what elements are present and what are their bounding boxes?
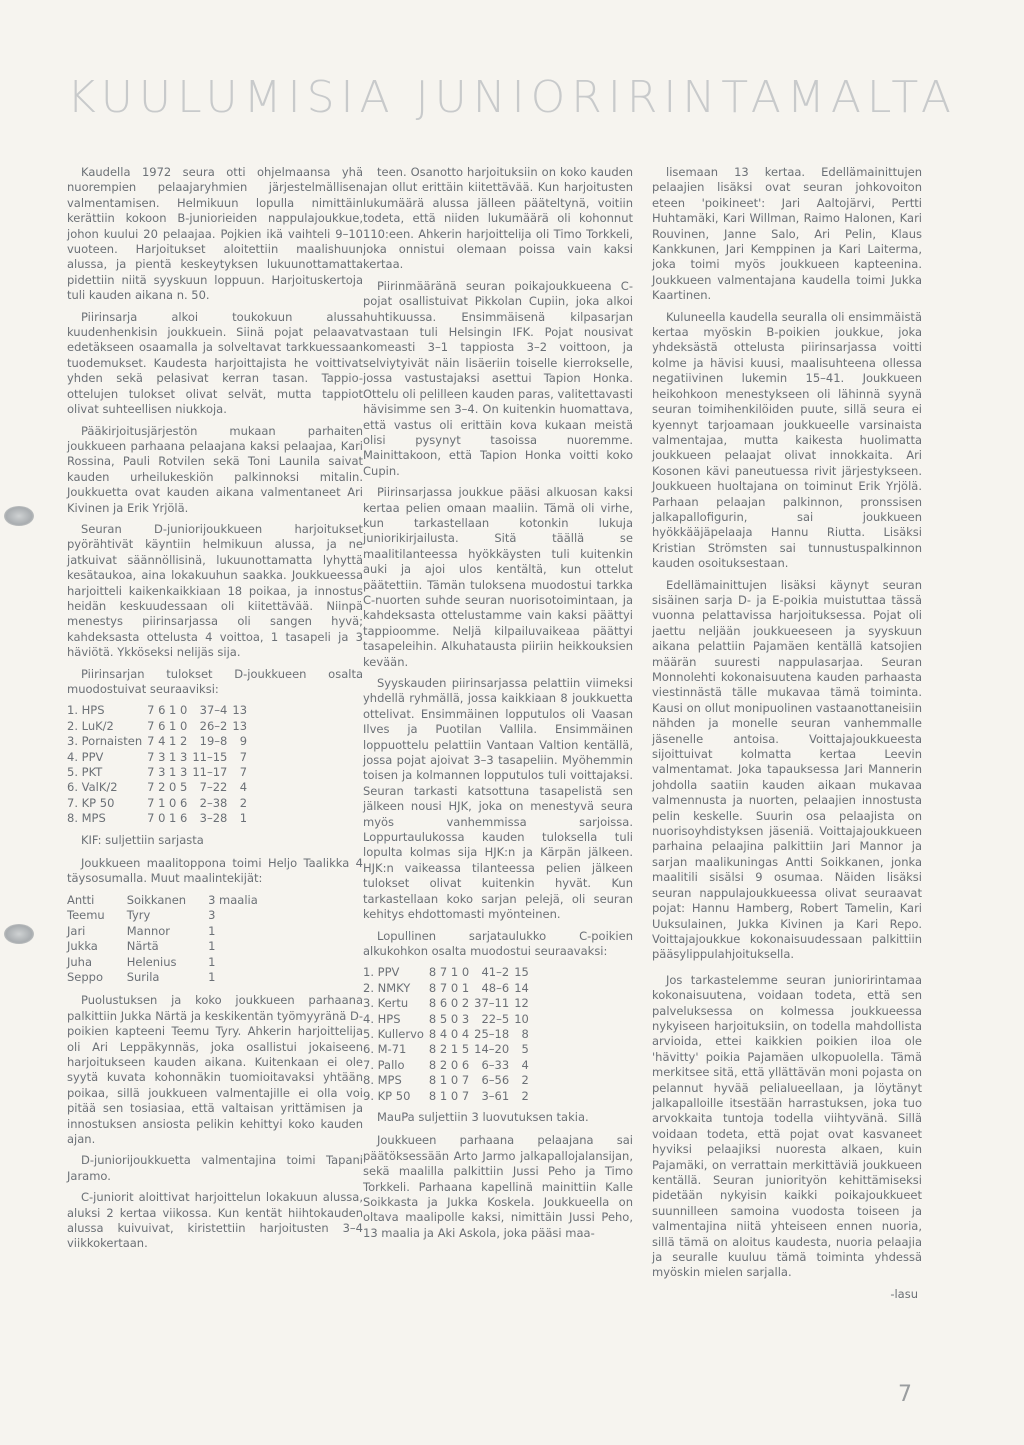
paragraph: Piirinsarjan tulokset D-joukkueen osalta muodostuivat seuraaviksi: xyxy=(67,666,363,696)
table-row: 8. MPS 8 1 0 7 6–56 2 xyxy=(363,1073,529,1088)
standings-table-c xyxy=(363,965,534,1104)
table-row: 4. PPV 7 3 1 3 11–15 7 xyxy=(67,749,248,764)
table-row: 7. Pallo 8 2 0 6 6–33 4 xyxy=(363,1057,529,1072)
table-row: 2. NMKY 8 7 0 1 48–6 14 xyxy=(363,980,529,995)
column-2 xyxy=(363,165,633,1247)
signature: -lasu xyxy=(890,1286,918,1301)
table-row: 8. MPS 7 0 1 6 3–28 1 xyxy=(67,811,248,826)
page-number: 7 xyxy=(898,1382,912,1407)
table-row: 9. KP 50 8 1 0 7 3–61 2 xyxy=(363,1088,529,1103)
paragraph: D-juniorijoukkuetta valmentajina toimi Tapani Jaramo. xyxy=(67,1153,363,1183)
binding-hole xyxy=(4,924,34,944)
table-row: Jukka Närtä 1 xyxy=(67,939,216,954)
paragraph: Joukkueen maalitoppona toimi Heljo Taalikka 4 täysosumalla. Muut maalintekijät: xyxy=(67,856,363,886)
table-row: Antti Soikkanen 3 maalia xyxy=(67,892,258,907)
table-row: 2. LuK/2 7 6 1 0 26–2 13 xyxy=(67,718,248,733)
table-row: Seppo Surila 1 xyxy=(67,969,216,984)
table-row: Juha Helenius 1 xyxy=(67,954,216,969)
paragraph: C-juniorit aloittivat harjoittelun lokakuun alussa, aluksi 2 kertaa viikossa. Kun kentät hiihtokauden alussa kuivuivat, kiristettiin harjoitusten 3–4 viikkokertaan. xyxy=(67,1190,363,1251)
column-1 xyxy=(67,165,363,1258)
table-row: 6. ValK/2 7 2 0 5 7–22 4 xyxy=(67,780,248,795)
table-row: 4. HPS 8 5 0 3 22–5 10 xyxy=(363,1011,529,1026)
paragraph: Puolustuksen ja koko joukkueen parhaana palkittiin Jukka Närtä ja keskikentän työmyyränä D-poikien kapteeni Teemu Tyry. Ahkerin harjoittelija oli Ari Leppäkynnäs, joka osallistui jokaiseen harjoitukseen kauden aikana. Kuitenkaan ei ole syytä kuvata kohonnäkin tuomioitavaksi yhtään poikaa, sillä joukkueen valmentajille ei olla voi pitää sen tosiasiaa, että valtaisan yrittämisen ja innostuksen ansiosta pelikin kehittyi koko kauden ajan. xyxy=(67,993,363,1146)
table-row: 6. M-71 8 2 1 5 14–20 5 xyxy=(363,1042,529,1057)
column-3 xyxy=(652,165,922,1302)
table-row: Jari Mannor 1 xyxy=(67,923,216,938)
paragraph: Piirinsarjassa joukkue pääsi alkuosan kaksi kertaa pelien omaan maaliin. Tämä oli virhe, kun tarkastellaan kotonkin lukuja juniorikirjailusta. Sitä täällä se maalitilanteessa hyökkäysten tuli kuitenkin auki ja ajoi ulos kentältä, kun ottelut päätettiin. Tämän tuloksena muodostui tarkka C-nuorten suhde seuran nuorisotoimintaan, ja kahdeksasta ottelustamme vain kaksi päättyi tappioomme. Neljä kilpailuvaikeaa päättyi tasapeleihin. Alkuhatausta piiriin heikkouksien kevään. xyxy=(363,485,633,669)
paragraph: Syyskauden piirinsarjassa pelattiin viimeksi yhdellä ryhmällä, jossa kaikkiaan 8 joukkuetta ottelivat. Ensimmäinen lopputulos oli Vaasan Ilves ja Puotilan Vallila. Ensimmäinen loppuottelu pelattiin Vantaan Valtion kentällä, jossa pojat ajoivat 3–3 tasapeliin. Myöhemmin toisen ja kolmannen lopputulos tuli voittajaksi. Seuran tarkasti katsottuna tasapelistä sen jälkeen nousi HJK, joka on menestyvä seura myös vanhemmissa sarjoissa. Loppurtaulukossa kauden tuloksella tuli lopulta kolmas sija HJK:n ja Kärpän jälkeen. HJK:n vaikeassa tilanteessa pelien jälkeen tulokset olivat kuitenkin hyvät. Kun tarkastellaan koko sarjan pelejä, oli seuran kehitys ehdottomasti myönteinen. xyxy=(363,676,633,922)
standings-table-d xyxy=(67,703,252,826)
paragraph: Kaudella 1972 seura otti ohjelmaansa yhä nuorempien pelaajaryhmien järjestelmällisen valmentamisen. Helmikuun lopulla nimittäin kerättiin kokoon B-juniorieiden nappulajoukkue, johon kuului 20 pelaajaa. Pojkien ikä vaihteli 9–10 vuoteen. Harjoitukset aloitettiin maalishuun alussa, ja pientä keskeytyksen lukuunottamatta pidettiin niitä syyskuun loppuun. Harjoituskertoja tuli kauden aikana n. 50. xyxy=(67,165,363,303)
table-note: MauPa suljettiin 3 luovutuksen takia. xyxy=(377,1109,589,1124)
scorers-table xyxy=(67,893,280,985)
paragraph: Edellämainittujen lisäksi käynyt seuran sisäinen sarja D- ja E-poikia muistuttaa tässä vuonna pelattavissa harjoituksessa. Pojat oli jaettu neljään joukkueeseen ja syyskuun aikana pelattiin Pajamäen kentällä katsojien määrän suuresti nappulasarjaa. Seuran Monnolehti kokonaisuutena kauden parhaasta viestinnästä tälle mukavaa tämä toiminta. Kausi on ollut monipuolinen vastaanottaneisiin nähden ja monelle seuran vanhemmalle jäsenelle antoisa. Voittajajoukkueesta sijoittuivat kolmatta kertaa Leevin valmentamat. Joka tapauksessa Jari Mannerin johdolla saatiin kauden aikaan mukavaa valmennusta ja nuorten, pelaajien innostusta pelin keskelle. Suurin osa pelaajista on nuorisoyhdistyksen jäseniä. Voittajajoukkueen parhaina pelaajina palkittiin Jari Mannor ja sarjan maalikuningas Antti Soikkanen, jonka maalitili sisälsi 9 osumaa. Näiden lisäksi seuran nappulajoukkueessa olivat seuraavat pojat: Hannu Hamberg, Robert Tamelin, Kari Uuksulainen, Jukka Kivinen ja Kari Repo. Voittajajoukkue kokonaisuudessaan palkittiin pääsylippulahjoituksella. xyxy=(652,577,922,962)
paragraph: Kuluneella kaudella seuralla oli ensimmäistä kertaa myöskin B-poikien joukkue, joka yhdeksästä ottelusta piirinsarjassa voitti kolme ja hävisi kuusi, maalisuhteena ollessa negatiivinen lukemin 15–41. Joukkueen heikohkoon menestykseen oli lähinnä syynä seuran toimihenkilöiden puute, sillä seura ei kyennyt tarjoamaan joukkueelle varsinaista valmentajaa, mutta kaikesta huolimatta joukkueen pelaajat olivat innokkaita. Ari Kosonen kävi paneutuessa rivit järjestykseen. Joukkueen huoltajana on toiminut Erik Yrjölä. Parhaan pelaajan palkinnon, pronssisen jalkapallofigurin, sai joukkueen hyökkääjäpelaaja Hannu Riutta. Lisäksi Kristian Strömsten sai tunnustuspalkinnon kauden osoituksestaan. xyxy=(652,309,922,571)
table-row: 3. Kertu 8 6 0 2 37–11 12 xyxy=(363,996,529,1011)
paragraph: Piirinmääränä seuran poikajoukkueena C-pojat osallistuivat Pikkolan Cupiin, joka alkoi huhtikuussa. Ensimmäisenä kilpasarjan vastaan tuli Helsingin IFK. Pojat nousivat komeasti 3–1 tappiosta 3–2 voittoon, ja selviytyivät näin lisäeriin toiselle kierrokselle, jossa vastustajaksi asettui Tapion Honka. Ottelu oli pelilleen kauden paras, valitettavasti hävisimme sen 3–4. On kuitenkin huomattava, että vastus oli erittäin kova kukaan meistä olisi pysynyt tasoissa nuoremme. Mainittakoon, että Tapion Honka voitti koko Cupin. xyxy=(363,278,633,478)
table-row: 1. HPS 7 6 1 0 37–4 13 xyxy=(67,703,248,718)
paragraph: Jos tarkastelemme seuran junioririntamaa kokonaisuutena, voidaan todeta, että sen palveluksessa on kolmessa joukkueessa nykyiseen harjoituksiin, on todella mahdollista arvioida, ettei kaikkien poikien iloa ole 'hävitty' poikia Pajamäen ulkopuolella. Tämä merkitsee sitä, että yllättävän moni pojasta on pelannut hyvää pelialueellaan, ja löytänyt jalkapalloille itsestään harrastuksen, joka tuo arvokkaita tuntoja todella viihtyvänä. Sillä voidaan todeta, että pojat ovat kasvaneet hyviksi pelaajiksi nuoresta alkaen, kuin Pajamäki, on verrattain merkittäviä joukkueen kentällä. Seuran juniorityön kehittämiseksi pidetään nykyisin kaikki poikajoukkueet suunnilleen samoina vuodosta toiseen ja valmentajina niitä yhteiseen ennen nuoria, sillä tämä on aloitus kaudesta, nuoria pelaajia ja seuralle kuuluu tämä toiminta yhdessä myöskin mielen sarjalla. xyxy=(652,972,922,1280)
page-title: KUULUMISIA JUNIORIRINTAMALTA xyxy=(67,72,957,123)
paragraph: teen. Osanotto harjoituksiin on koko kauden ajan ollut erittäin kiitettävää. Kun harjoitusten lukumäärä alussa jälleen pääteltynä, voitiin todeta, että niiden lukumäärä oli kohonnut 110:een. Ahkerin harjoittelija oli Timo Torkkeli, joka onnistui olemaan poissa vain kaksi kertaa. xyxy=(363,165,633,272)
table-row: 3. Pornaisten 7 4 1 2 19–8 9 xyxy=(67,734,248,749)
binding-hole xyxy=(4,506,34,526)
table-row: Teemu Tyry 3 xyxy=(67,908,216,923)
paragraph: Pääkirjoitusjärjestön mukaan parhaiten joukkueen parhaana pelaajana kaksi pelaajaa, Kari Rossina, Pauli Rotvilen sekä Toni Launila saivat kauden urheilukeskiön palkinnoksi mitalin. Joukkuetta ovat kauden aikana valmentaneet Ari Kivinen ja Erik Yrjölä. xyxy=(67,423,363,515)
paragraph: lisemaan 13 kertaa. Edellämainittujen pelaajien lisäksi ovat seuran johkovoiton eteen 'poikineet': Jari Aaltojärvi, Pertti Huhtamäki, Kari Willman, Raimo Halonen, Kari Rouvinen, Janne Salo, Ari Pelin, Klaus Kankkunen, Jari Kemppinen ja Kari Laiterma, joka toimi myös joukkueen kapteenina. Joukkueen valmentajana kaudella toimi Jukka Kaartinen. xyxy=(652,165,922,303)
table-row: 1. PPV 8 7 1 0 41–2 15 xyxy=(363,965,529,980)
table-row: 5. PKT 7 3 1 3 11–17 7 xyxy=(67,765,248,780)
paragraph: Joukkueen parhaana pelaajana sai päätöksessään Arto Jarmo jalkapallojalansijan, sekä maalilla palkittiin Jussi Peho ja Timo Torkkeli. Parhaana kapellinä mainittiin Kalle Soikkasta ja Jukka Koskela. Joukkueella on oltava maalipolle kaksi, nimittäin Jussi Peho, 13 maalia ja Aki Askola, joka pääsi maa- xyxy=(363,1133,633,1240)
table-row: 7. KP 50 7 1 0 6 2–38 2 xyxy=(67,795,248,810)
table-row: 5. Kullervo 8 4 0 4 25–18 8 xyxy=(363,1026,529,1041)
paragraph: Seuran D-juniorijoukkueen harjoitukset pyörähtivät käyntiin helmikuun alussa, ja ne jatkuivat säännöllisinä, lukuunottamatta lyhyttä kesätaukoa, aina lokakuuhun saakka. Joukkueessa harjoitteli kaikenkaikkiaan 18 poikaa, ja innostus heidän keskuudessaan oli kiitettävää. Niinpä menestys piirinsarjassa oli sangen hyvä; kahdeksasta ottelusta 4 voittoa, 1 tasapeli ja 3 häviötä. Ykköseksi nelijäs sija. xyxy=(67,521,363,660)
table-note: KIF: suljettiin sarjasta xyxy=(81,832,204,847)
paragraph: Piirinsarja alkoi toukokuun alussa kuudenhenkisin joukkuein. Siinä pojat pelaavat edetäkseen osaamalla ja solveltavat tarkkuessaan tuodemukset. Kaudesta harjoittajista he voittivat yhden sekä pelasivat kerran tasan. Tappio-ottelujen tulokset olivat selvät, mutta tappiot olivat suhteellisen niukkoja. xyxy=(67,309,363,417)
paragraph: Lopullinen sarjataulukko C-poikien alkukohkon osalta muodostui seuraavaksi: xyxy=(363,928,633,958)
